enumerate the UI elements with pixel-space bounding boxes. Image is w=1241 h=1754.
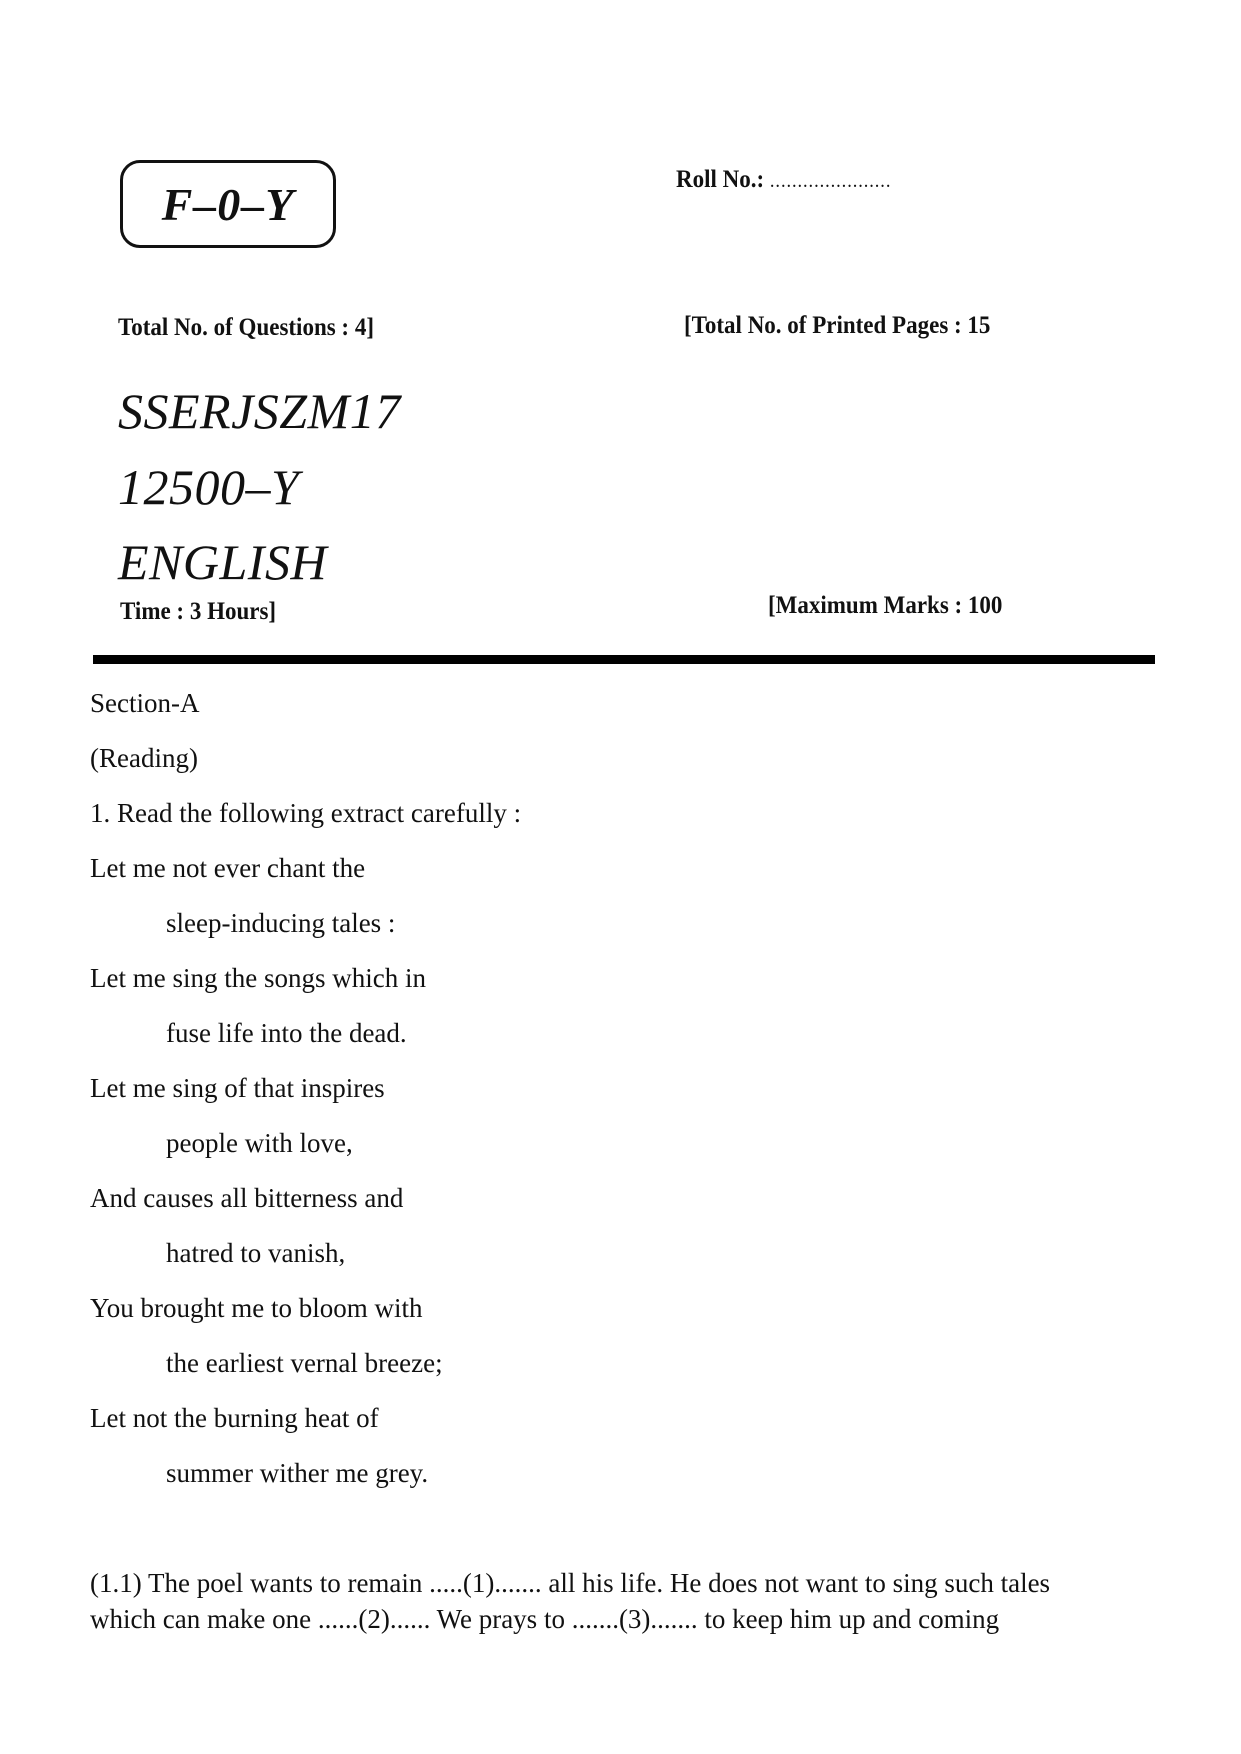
poem-line: Let me not ever chant the: [90, 853, 366, 883]
exam-duration: Time : 3 Hours]: [120, 598, 277, 625]
maximum-marks: [Maximum Marks : 100: [768, 592, 1003, 619]
poem-line: sleep-inducing tales :: [166, 908, 396, 938]
poem-line: the earliest vernal breeze;: [166, 1348, 443, 1378]
section-title: Section-A: [90, 688, 200, 718]
poem-line: hatred to vanish,: [166, 1238, 346, 1268]
question-1-prompt: 1. Read the following extract carefully :: [90, 798, 522, 828]
poem-line: people with love,: [166, 1128, 353, 1158]
section-subtitle: (Reading): [90, 743, 198, 773]
roll-number-blank: ......................: [769, 170, 892, 192]
poem-line: You brought me to bloom with: [90, 1293, 423, 1323]
total-printed-pages: [Total No. of Printed Pages : 15: [684, 312, 991, 339]
roll-number-field: [676, 166, 891, 194]
subquestion-1-1-line: which can make one ......(2)...... We prays to .......(3)....... to keep him up and coming: [90, 1604, 1000, 1634]
poem-line: Let me sing of that inspires: [90, 1073, 385, 1103]
roll-number-label: Roll No.:: [676, 166, 765, 193]
poem-line: fuse life into the dead.: [166, 1018, 407, 1048]
series-code: SSERJSZM17: [118, 383, 401, 439]
paper-code: F–0–Y: [161, 178, 295, 230]
subquestion-1-1-line: (1.1) The poel wants to remain .....(1)....... all his life. He does not want to sing such tales: [90, 1568, 1051, 1598]
poem-line: Let not the burning heat of: [90, 1403, 379, 1433]
total-questions: Total No. of Questions : 4]: [118, 314, 375, 341]
poem-line: summer wither me grey.: [166, 1458, 429, 1488]
poem-line: Let me sing the songs which in: [90, 963, 426, 993]
exam-code: 12500–Y: [118, 459, 300, 515]
subject-title: ENGLISH: [118, 534, 328, 590]
paper-code-box: [120, 160, 336, 248]
header-divider: [93, 655, 1155, 664]
poem-line: And causes all bitterness and: [90, 1183, 404, 1213]
